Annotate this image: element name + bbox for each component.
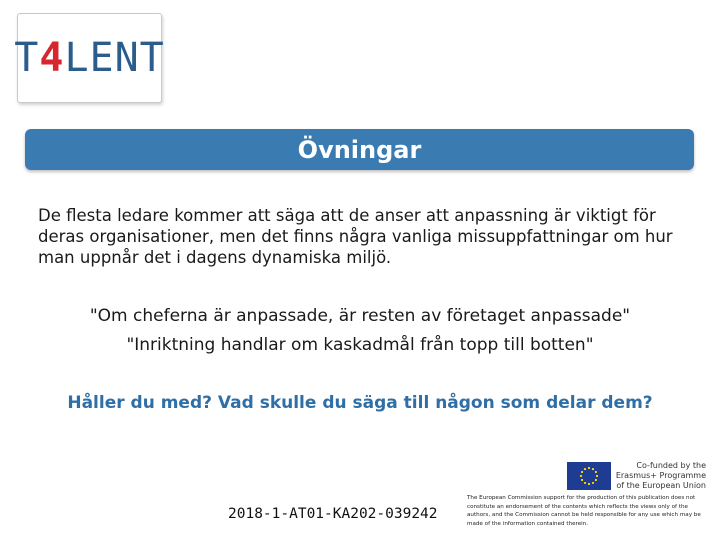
eu-star bbox=[595, 479, 597, 481]
quote-2: "Inriktning handlar om kaskadmål från topp till botten" bbox=[126, 335, 594, 355]
eu-star bbox=[588, 467, 590, 469]
eu-star bbox=[592, 468, 594, 470]
eu-cofunded-text: Co-funded by the Erasmus+ Programme of the European Union bbox=[615, 461, 706, 490]
eu-star bbox=[592, 482, 594, 484]
eu-star bbox=[581, 471, 583, 473]
eu-star bbox=[588, 483, 590, 485]
eu-star bbox=[595, 471, 597, 473]
eu-flag-icon bbox=[567, 462, 611, 490]
eu-star bbox=[584, 482, 586, 484]
logo-text: T4LENT bbox=[14, 35, 165, 81]
quote-1: "Om cheferna är anpassade, är resten av företaget anpassade" bbox=[89, 306, 631, 326]
intro-paragraph: De flesta ledare kommer att säga att de anser att anpassning är viktigt för deras organisationer, men det finns några vanliga missuppfattningar om hur man uppnår det i dagens dynamiska miljö. bbox=[38, 206, 673, 267]
eu-star bbox=[580, 475, 582, 477]
talent-logo bbox=[14, 13, 165, 103]
logo-highlight: 4 bbox=[39, 35, 65, 81]
project-code: 2018-1-AT01-KA202-039242 bbox=[228, 506, 438, 522]
eu-star bbox=[596, 475, 598, 477]
eu-star bbox=[584, 468, 586, 470]
eu-star bbox=[581, 479, 583, 481]
title-banner bbox=[25, 129, 694, 170]
eu-disclaimer: The European Commission support for the production of this publication does not constitute an endorsement of the contents which reflects the views only of the authors, and the Commission cannot be held responsible for any use which may be made of the information contained therein. bbox=[467, 495, 701, 527]
discussion-question: Håller du med? Vad skulle du säga till någon som delar dem? bbox=[67, 393, 653, 413]
page-title: Övningar bbox=[297, 135, 422, 164]
